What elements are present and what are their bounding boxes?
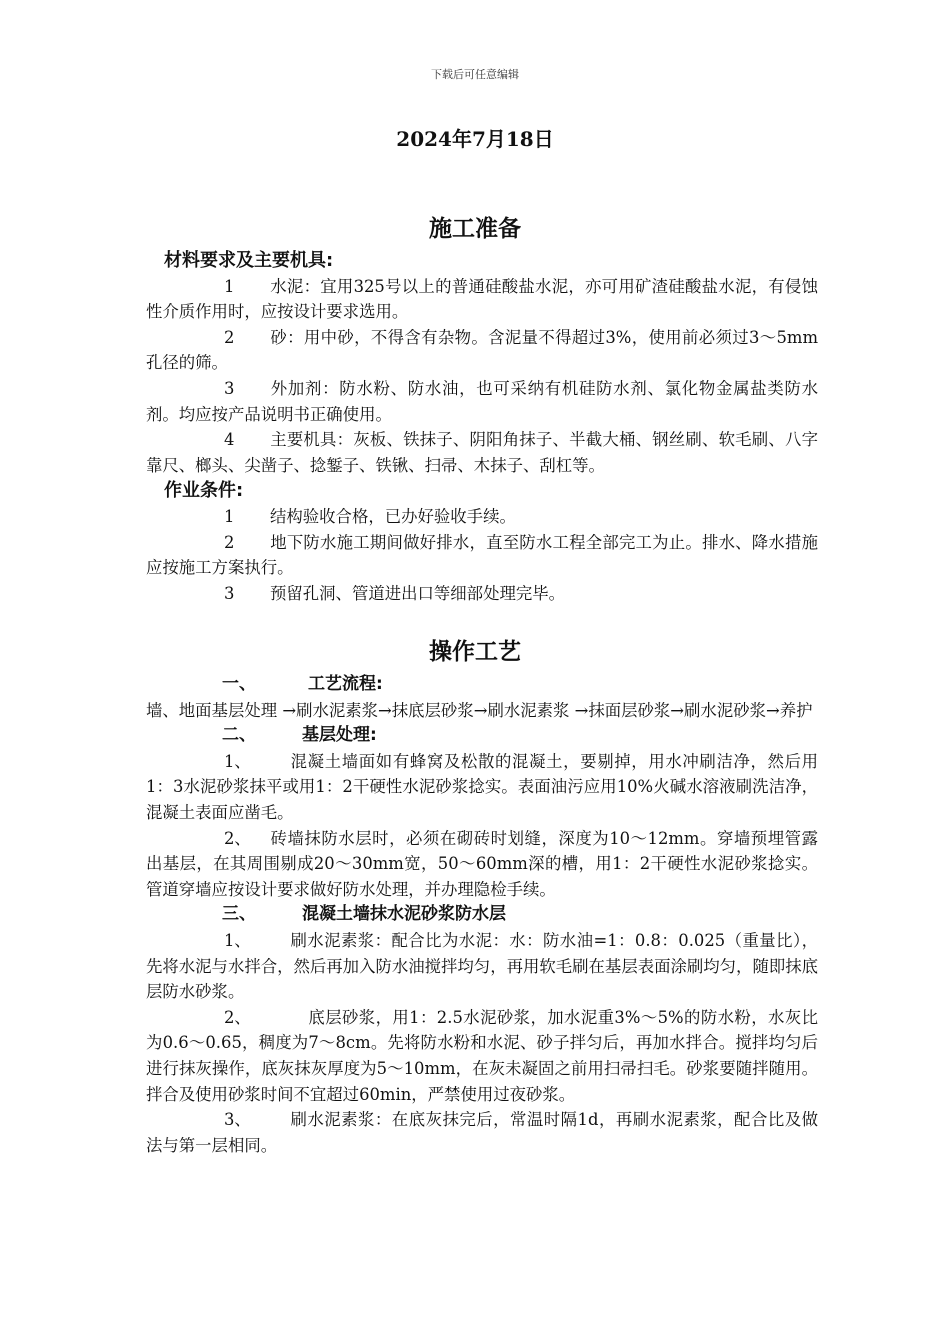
item-text: 刷水泥素浆：在底灰抹完后，常温时隔1d，再刷水泥素浆，配合比及做法与第一层相同。 — [146, 1110, 818, 1155]
item-text: 混凝土墙面如有蜂窝及松散的混凝土，要剔掉，用水冲刷洁净，然后用1：3水泥砂浆抹平或用1：2干硬性水泥砂浆捻实。表面油污应用10%火碱水溶液刷洗洁净，混凝土表面应凿毛。 — [146, 751, 818, 822]
item-number: 3 — [224, 378, 235, 398]
item-text: 砖墙抹防水层时，必须在砌砖时划缝，深度为10～12mm。穿墙预埋管露出基层，在其周围剔成20～30mm宽，50～60mm深的槽，用1：2干硬性水泥砂浆捻实。管道穿墙应按设计要求做好防水处理，并办理隐检手续。 — [146, 828, 818, 899]
step-heading-waterproof — [146, 902, 818, 928]
step-title: 工艺流程: — [308, 674, 383, 694]
waterproof-item-1 — [146, 928, 818, 1005]
item-number: 2、 — [224, 828, 251, 848]
item-text: 砂：用中砂，不得含有杂物。含泥量不得超过3%，使用前必须过3～5mm孔径的筛。 — [146, 327, 818, 373]
material-item-3 — [146, 376, 818, 427]
step-title: 混凝土墙抹水泥砂浆防水层 — [302, 904, 506, 925]
item-number: 2 — [224, 532, 235, 552]
item-number: 1、 — [224, 930, 251, 950]
watermark-text: 下载后可任意编辑 — [431, 68, 519, 81]
condition-item-1 — [146, 504, 818, 530]
item-number: 1 — [224, 506, 235, 526]
waterproof-item-3 — [146, 1107, 818, 1158]
item-text: 地下防水施工期间做好排水，直至防水工程全部完工为止。排水、降水措施应按施工方案执行。 — [146, 532, 818, 578]
item-number: 1 — [224, 276, 235, 296]
section-title-preparation: 施工准备 — [429, 216, 521, 242]
item-text: 底层砂浆，用1：2.5水泥砂浆，加水泥重3%～5%的防水粉，水灰比为0.6～0.65，稠度为7～8cm。先将防水粉和水泥、砂子拌匀后，再加水拌合。搅拌均匀后进行抹灰操作，底灰抹灰厚度为5～10mm，在灰未凝固之前用扫帚扫毛。砂浆要随拌随用。拌合及使用砂浆时间不宜超过60min，严禁使用过夜砂浆。 — [146, 1007, 818, 1104]
step-number: 一、 — [222, 674, 256, 694]
section-title-operation: 操作工艺 — [429, 639, 521, 665]
conditions-heading: 作业条件: — [164, 480, 244, 502]
material-item-4 — [146, 427, 818, 478]
materials-heading: 材料要求及主要机具: — [164, 250, 334, 271]
step-heading-flow — [146, 672, 818, 698]
material-item-2 — [146, 325, 818, 376]
base-item-1 — [146, 749, 818, 826]
item-text: 预留孔洞、管道进出口等细部处理完毕。 — [270, 583, 566, 603]
item-number: 2 — [224, 327, 235, 347]
item-number: 4 — [224, 430, 235, 450]
item-number: 3 — [224, 583, 235, 603]
process-flow: 墙、地面基层处理 →刷水泥素浆→抹底层砂浆→刷水泥素浆 →抹面层砂浆→刷水泥砂浆→养护 — [146, 700, 813, 720]
step-number: 二、 — [222, 725, 256, 746]
base-item-2 — [146, 826, 818, 903]
step-number: 三、 — [222, 904, 256, 925]
item-text: 主要机具：灰板、铁抹子、阴阳角抹子、半截大桶、钢丝刷、软毛刷、八字靠尺、榔头、尖凿子、捻錾子、铁锹、扫帚、木抹子、刮杠等。 — [146, 430, 818, 475]
condition-item-3 — [146, 581, 818, 607]
preparation-body — [146, 248, 818, 606]
item-text: 刷水泥素浆：配合比为水泥：水：防水油=1：0.8：0.025（重量比），先将水泥与水拌合，然后再加入防水油搅拌均匀，再用软毛刷在基层表面涂刷均匀，随即抹底层防水砂浆。 — [146, 930, 819, 1002]
step-title: 基层处理: — [302, 725, 377, 746]
material-item-1 — [146, 274, 818, 325]
item-text: 水泥：宜用325号以上的普通硅酸盐水泥，亦可用矿渣硅酸盐水泥，有侵蚀性介质作用时，应按设计要求选用。 — [146, 276, 818, 322]
document-date: 2024年7月18日 — [396, 127, 554, 151]
item-text: 结构验收合格，已办好验收手续。 — [270, 506, 516, 526]
item-text: 外加剂：防水粉、防水油，也可采纳有机硅防水剂、氯化物金属盐类防水剂。均应按产品说明书正确使用。 — [146, 378, 818, 424]
waterproof-item-2 — [146, 1005, 818, 1107]
step-heading-base — [146, 723, 818, 749]
item-number: 3、 — [224, 1110, 251, 1130]
condition-item-2 — [146, 530, 818, 581]
item-number: 1、 — [224, 751, 251, 771]
item-number: 2、 — [224, 1007, 251, 1027]
operation-body — [146, 672, 818, 1158]
